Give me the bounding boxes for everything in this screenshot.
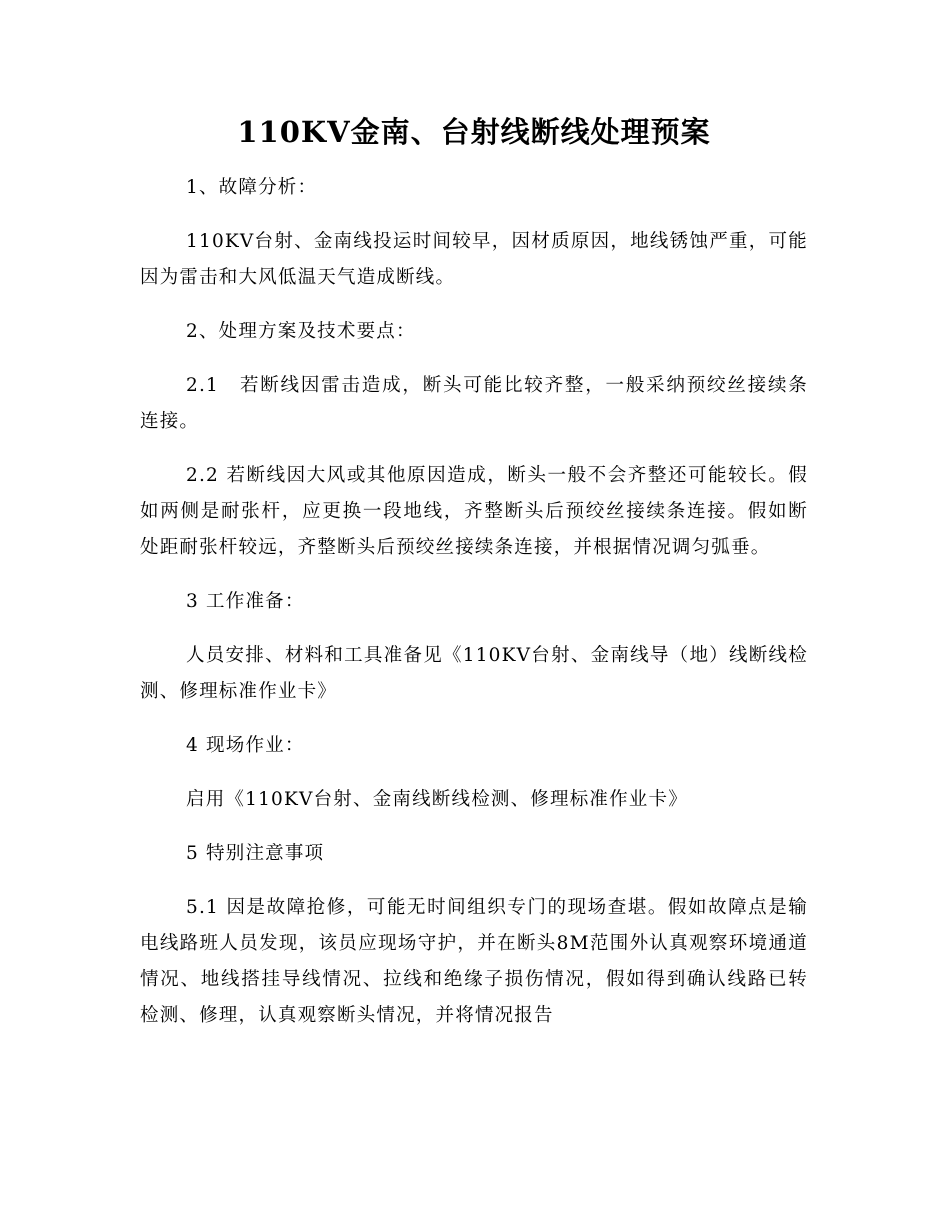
document-page — [140, 108, 808, 1052]
paragraph-preparation: 人员安排、材料和工具准备见《110KV台射、金南线导（地）线断线检测、修理标准作业卡》 — [140, 645, 808, 702]
section-heading-special-notes: 5 特别注意事项 — [186, 843, 325, 864]
section-heading-field-work: 4 现场作业： — [186, 735, 305, 756]
paragraph-2-2: 2.2 若断线因大风或其他原因造成，断头一般不会齐整还可能较长。假如两侧是耐张杆，应更换一段地线，齐整断头后预绞丝接续条连接。假如断处距耐张杆较远，齐整断头后预绞丝接续条连接，并根据情况调匀弧垂。 — [140, 465, 808, 558]
paragraph-fault-description: 110KV台射、金南线投运时间较早，因材质原因，地线锈蚀严重，可能因为雷击和大风低温天气造成断线。 — [140, 231, 808, 288]
document-title: 110KV金南、台射线断线处理预案 — [237, 115, 711, 149]
section-heading-work-preparation: 3 工作准备： — [186, 591, 305, 612]
section-heading-fault-analysis: 1、故障分析： — [186, 177, 318, 198]
paragraph-field-work: 启用《110KV台射、金南线断线检测、修理标准作业卡》 — [186, 789, 688, 810]
section-heading-treatment-plan: 2、处理方案及技术要点： — [186, 321, 416, 342]
paragraph-2-1: 2.1 若断线因雷击造成，断头可能比较齐整，一般采纳预绞丝接续条连接。 — [140, 375, 808, 432]
paragraph-5-1: 5.1 因是故障抢修，可能无时间组织专门的现场查堪。假如故障点是输电线路班人员发现，该员应现场守护，并在断头8M范围外认真观察环境通道情况、地线搭挂导线情况、拉线和绝缘子损伤情况，假如得到确认线路已转检测、修理，认真观察断头情况，并将情况报告 — [140, 897, 808, 1026]
